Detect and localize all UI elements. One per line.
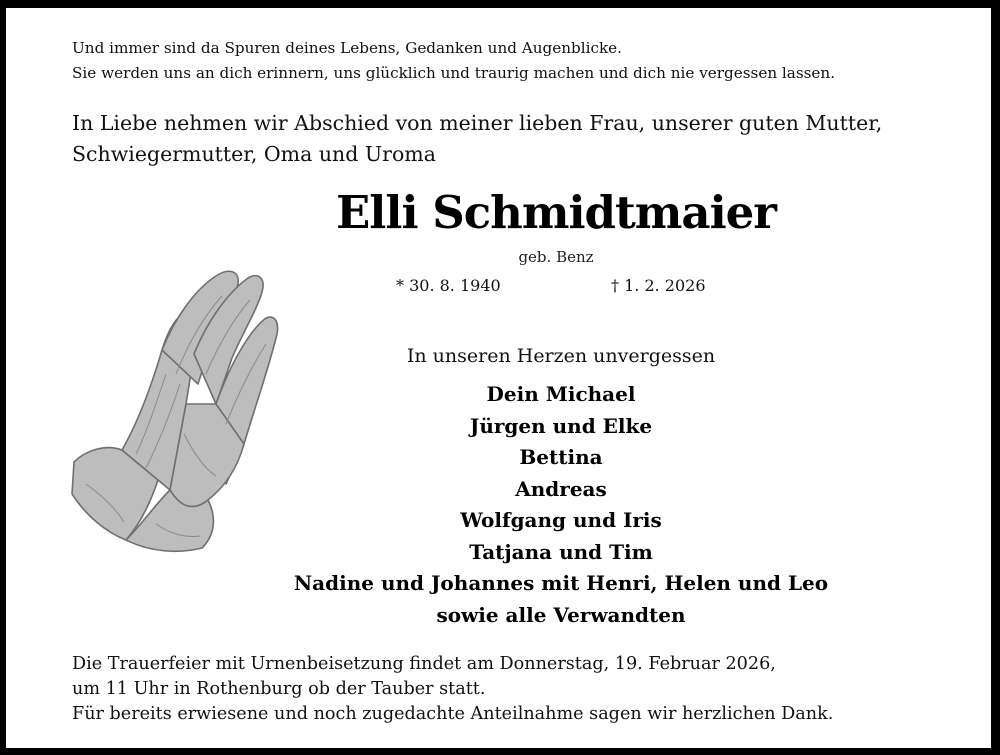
signer: Wolfgang und Iris [460, 508, 662, 532]
born-name: geb. Benz [518, 248, 594, 266]
signer: Bettina [519, 445, 603, 469]
footer-line: um 11 Uhr in Rothenburg ob der Tauber statt. [72, 679, 486, 699]
signer: Dein Michael [486, 382, 636, 406]
intro-line: In Liebe nehmen wir Abschied von meiner lieben Frau, unserer guten Mutter, [72, 111, 883, 135]
signer: sowie alle Verwandten [436, 602, 686, 627]
verse-line: Sie werden uns an dich erinnern, uns glücklich und traurig machen und dich nie vergessen lassen. [72, 64, 836, 82]
signer: Nadine und Johannes mit Henri, Helen und Leo [293, 571, 829, 595]
signer: Tatjana und Tim [469, 539, 653, 564]
intro-line: Schwiegermutter, Oma und Uroma [72, 142, 436, 166]
death-date: † 1. 2. 2026 [611, 276, 706, 295]
birth-date: * 30. 8. 1940 [396, 276, 501, 295]
obituary-card [6, 8, 991, 748]
ceremony-notice [72, 652, 972, 727]
footer-line: Für bereits erwiesene und noch zugedachte Anteilnahme sagen wir herzlichen Dank. [72, 704, 834, 724]
signers-list [206, 379, 916, 631]
footer-line: Die Trauerfeier mit Urnenbeisetzung findet am Donnerstag, 19. Februar 2026, [72, 654, 776, 674]
verse-line: Und immer sind da Spuren deines Lebens, Gedanken und Augenblicke. [72, 39, 622, 57]
signer: Jürgen und Elke [469, 413, 653, 438]
remembrance-line: In unseren Herzen unvergessen [406, 345, 716, 367]
deceased-name: Elli Schmidtmaier [335, 186, 777, 239]
farewell-intro [72, 108, 972, 170]
verse [72, 36, 972, 86]
signer: Andreas [515, 476, 607, 501]
